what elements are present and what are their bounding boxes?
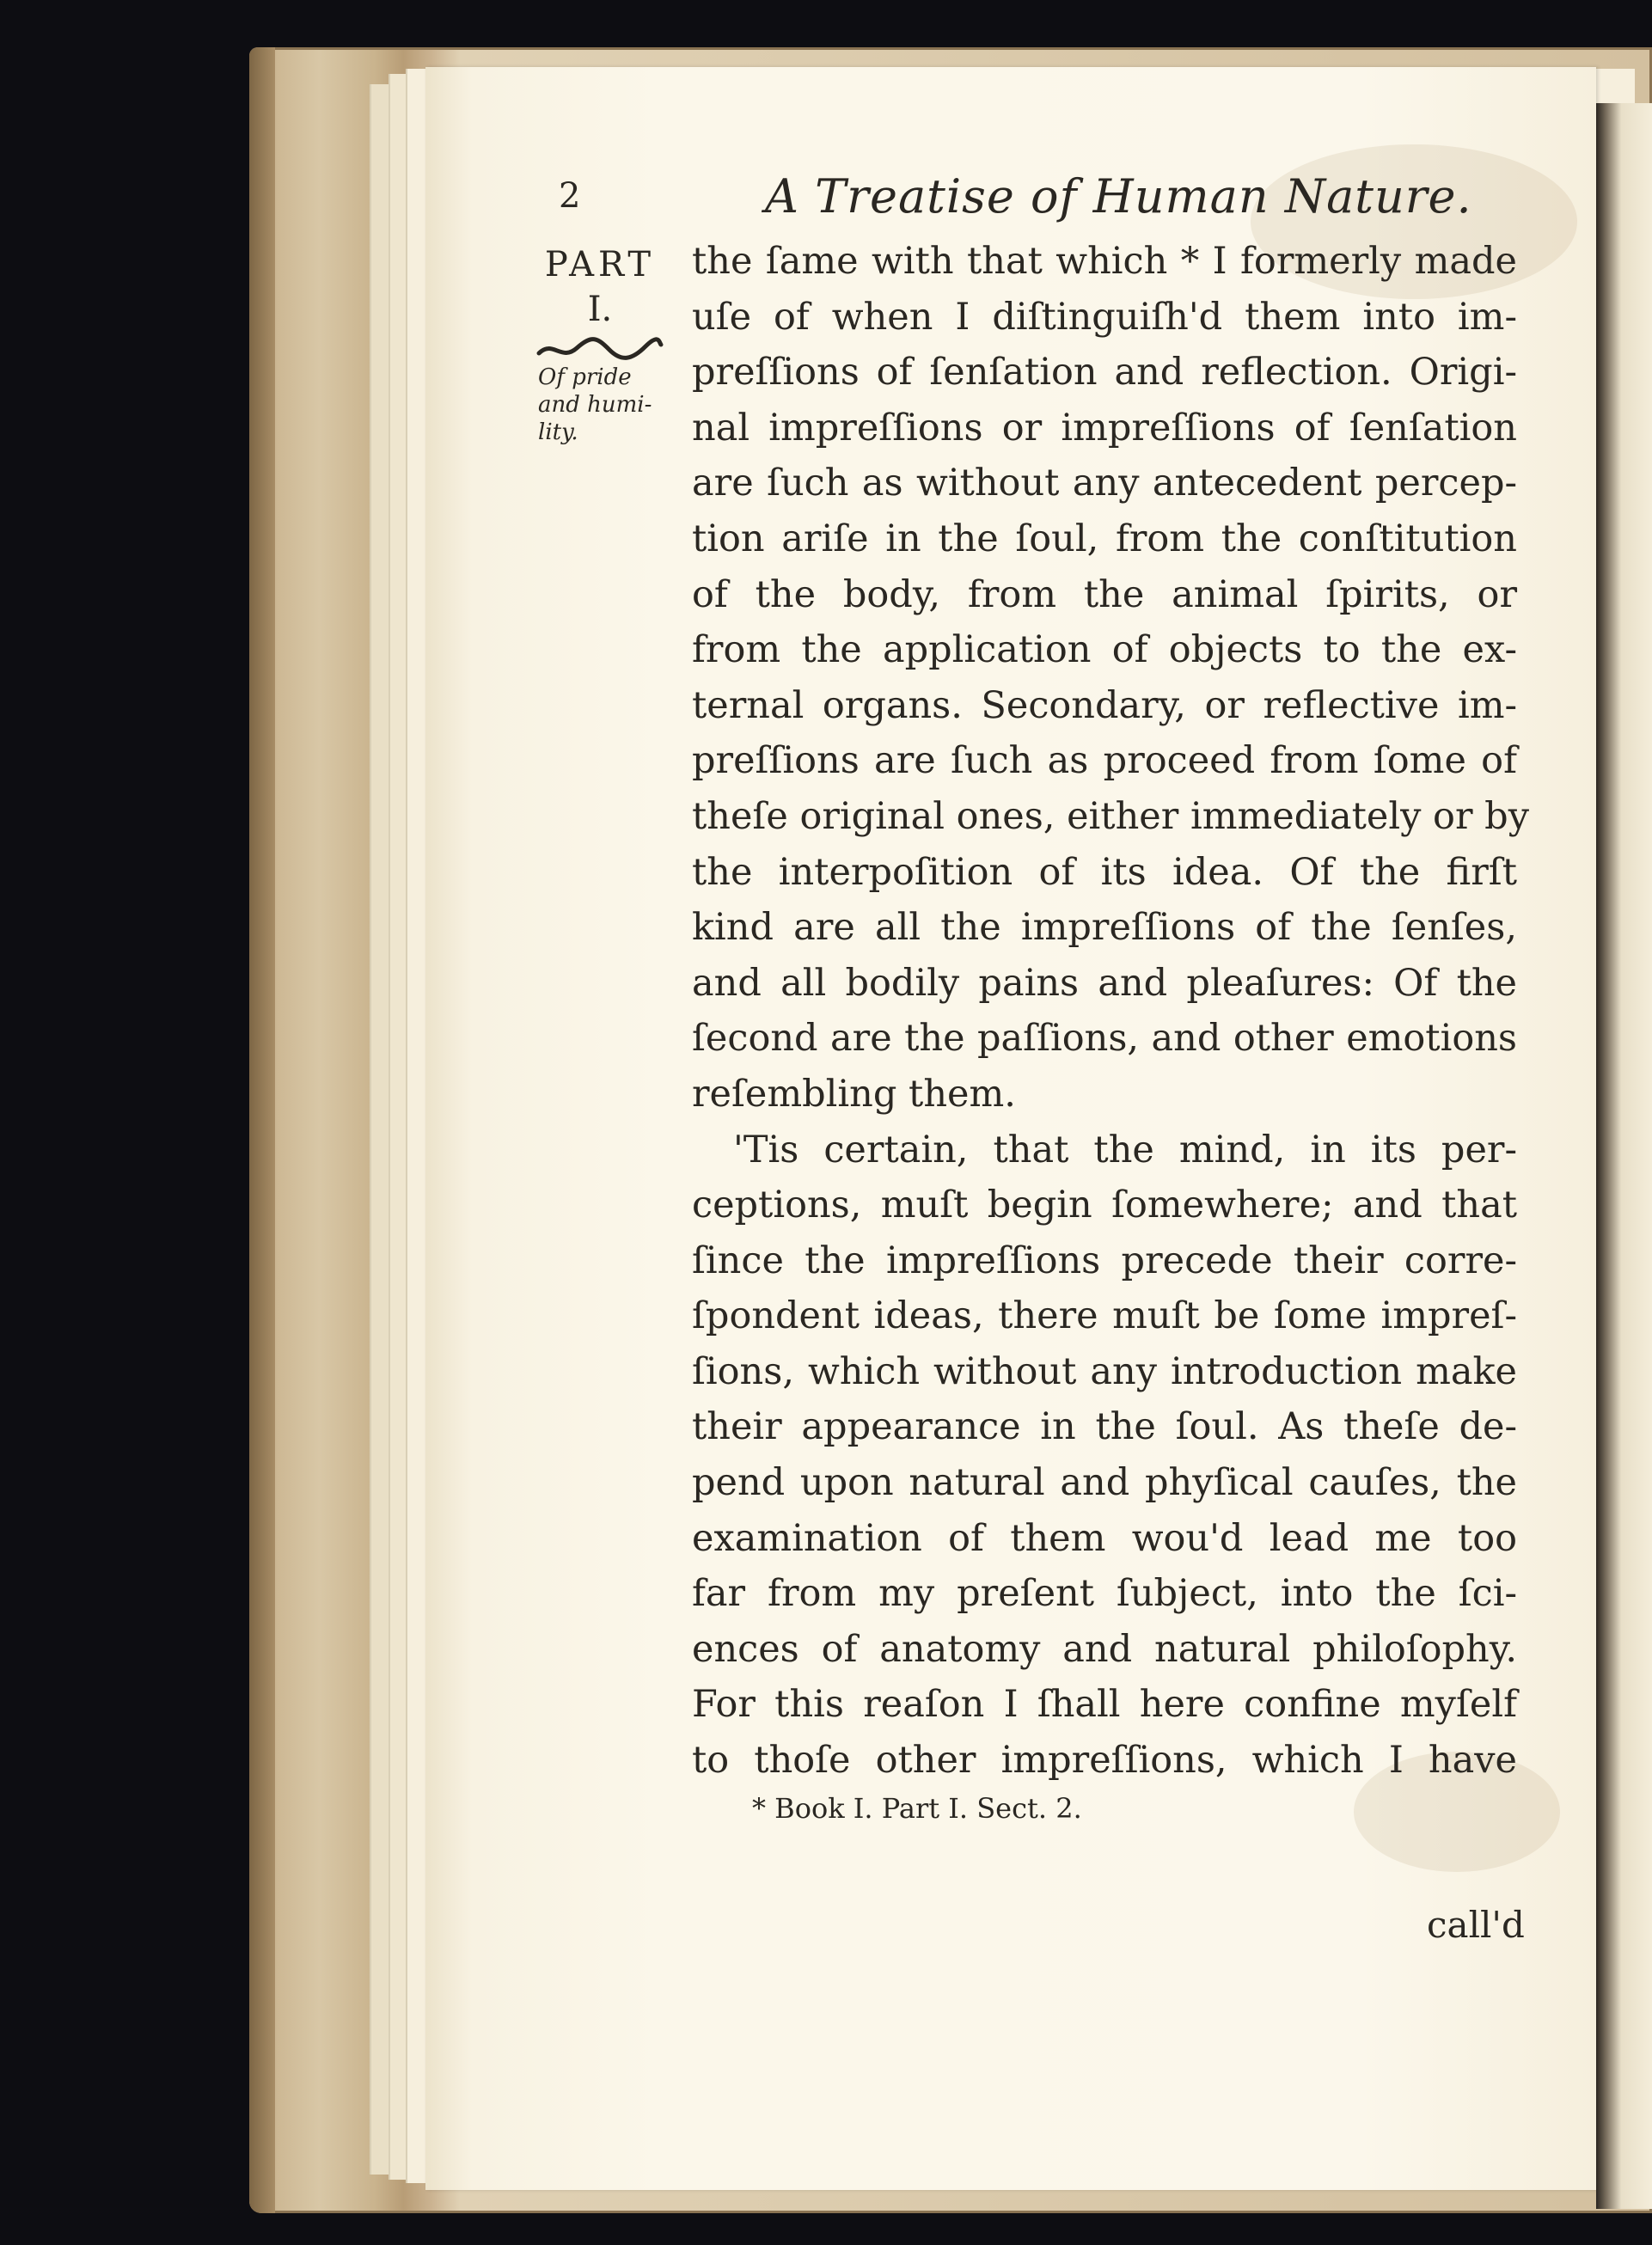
text-line: and all bodily pains and pleaſures: Of the xyxy=(692,961,1517,1005)
marginal-gloss xyxy=(531,364,669,446)
text-line: the interpoſition of its idea. Of the firſt xyxy=(692,850,1517,894)
text-line: far from my preſent ſubject, into the ſci- xyxy=(692,1572,1517,1616)
text-line: reſembling them. xyxy=(692,1072,1016,1116)
text-line: examination of them wou'd lead me too xyxy=(692,1516,1517,1560)
book-title-head: A Treatise of Human Nature. xyxy=(765,169,1472,223)
flourish-ornament-icon xyxy=(535,336,664,360)
text-line: ſince the impreſſions precede their corre- xyxy=(692,1239,1517,1282)
text-line: pend upon natural and phyſical cauſes, the xyxy=(692,1461,1517,1505)
gloss-line: lity. xyxy=(538,419,578,445)
part-number: I. xyxy=(587,290,613,329)
footnote: * Book I. Part I. Sect. 2. xyxy=(752,1792,1082,1825)
text-line: of the body, from the animal ſpirits, or xyxy=(692,572,1517,616)
text-line: uſe of when I diſtinguiſh'd them into im- xyxy=(692,295,1517,339)
text-line: are ſuch as without any antecedent percep- xyxy=(692,462,1517,505)
text-line: theſe original ones, either immediately or by xyxy=(692,794,1529,838)
text-line: ſpondent ideas, there muſt be ſome impreſ- xyxy=(692,1294,1517,1338)
text-line: 'Tis certain, that the mind, in its per- xyxy=(733,1128,1517,1171)
gloss-line: and humi- xyxy=(538,392,652,418)
text-line: For this reaſon I ſhall here confine myſelf xyxy=(692,1683,1517,1727)
text-line: the ſame with that which * I formerly made xyxy=(692,240,1517,283)
gloss-line: Of pride xyxy=(538,364,632,390)
text-line: ſecond are the paſſions, and other emotions xyxy=(692,1017,1517,1061)
book-gutter xyxy=(1596,103,1652,2209)
text-line: their appearance in the ſoul. As theſe de- xyxy=(692,1405,1517,1449)
text-line: from the application of objects to the ex- xyxy=(692,628,1517,672)
text-line: tion ariſe in the ſoul, from the conſtitution xyxy=(692,517,1517,560)
body-text xyxy=(692,234,1529,1789)
binding-edge xyxy=(249,47,275,2213)
running-head xyxy=(559,169,1513,236)
text-line: kind are all the impreſſions of the ſenſes, xyxy=(692,906,1517,950)
text-line: preſſions of ſenſation and reflection. Origi- xyxy=(692,351,1517,395)
text-line: ceptions, muſt begin ſomewhere; and that xyxy=(692,1184,1517,1227)
text-line: ences of anatomy and natural philoſophy. xyxy=(692,1627,1517,1671)
text-line: preſſions are ſuch as proceed from ſome of xyxy=(692,739,1517,783)
part-label: PART xyxy=(544,245,656,284)
text-line: ternal organs. Secondary, or reflective im- xyxy=(692,683,1517,727)
text-line: nal impreſſions or impreſſions of ſenſation xyxy=(692,406,1517,450)
catchword: call'd xyxy=(1427,1904,1525,1946)
text-line: to thoſe other impreſſions, which I have xyxy=(692,1739,1517,1783)
text-line: ſions, which without any introduction make xyxy=(692,1349,1517,1393)
page-number: 2 xyxy=(559,176,581,216)
sidenote xyxy=(531,245,669,446)
